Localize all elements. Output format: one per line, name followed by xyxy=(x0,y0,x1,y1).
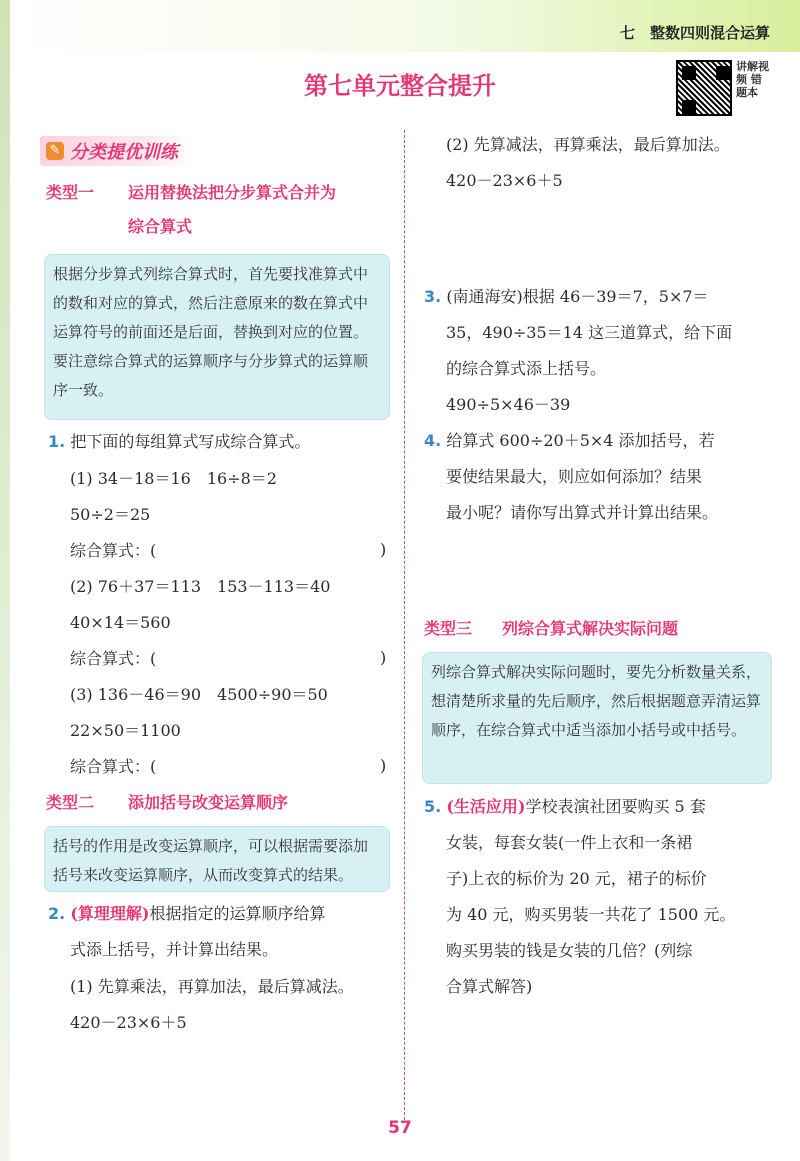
q1-group3-line1: (3) 136－46＝90 4500÷90＝50 xyxy=(70,685,328,704)
type1-title-line2: 综合算式 xyxy=(128,217,193,236)
column-divider xyxy=(404,130,405,1120)
type1-title-line1: 运用替换法把分步算式合并为 xyxy=(128,183,337,202)
type2-label: 类型二 xyxy=(46,793,95,812)
page-edge-strip xyxy=(0,0,10,1161)
q3-expr: 490÷5×46－39 xyxy=(446,395,571,414)
q1-group1-line2: 50÷2＝25 xyxy=(70,505,151,524)
q5-line5: 购买男装的钱是女装的几倍？(列综 xyxy=(446,941,693,960)
type3-tip-box: 列综合算式解决实际问题时，要先分析数量关系，想清楚所求量的先后顺序，然后根据题意弄清运算顺序，在综合算式中适当添加小括号或中括号。 xyxy=(422,652,772,784)
page-number: 57 xyxy=(388,1118,412,1138)
q2-part1: (1) 先算乘法，再算加法，最后算减法。 xyxy=(70,977,354,996)
q1-stem xyxy=(48,431,310,453)
type3-label: 类型三 xyxy=(424,619,473,638)
pencil-icon: ✎ xyxy=(46,142,64,160)
q4-line3: 最小呢？请你写出算式并计算出结果。 xyxy=(446,503,719,522)
q1-group3-line2: 22×50＝1100 xyxy=(70,721,181,740)
q2-text1: 根据指定的运算顺序给算 xyxy=(149,904,326,923)
q1-combined-1: 综合算式：( xyxy=(70,541,157,560)
q3-line1 xyxy=(424,286,709,308)
q2-part1-expr: 420－23×6＋5 xyxy=(70,1013,187,1032)
type3-heading xyxy=(424,614,678,644)
q5-text1: 学校表演社团要购买 5 套 xyxy=(525,797,706,816)
q2-stem-line1 xyxy=(48,903,325,925)
q2-part2-expr: 420－23×6＋5 xyxy=(446,171,563,190)
q5-line4: 为 40 元，购买男装一共花了 1500 元。 xyxy=(446,905,736,924)
q5-line6: 合算式解答) xyxy=(446,977,533,996)
q5-tag: (生活应用) xyxy=(446,797,526,816)
q5-line3: 子)上衣的标价为 20 元，裙子的标价 xyxy=(446,869,707,888)
q2-part2: (2) 先算减法，再算乘法，最后算加法。 xyxy=(446,135,730,154)
q1-close-1: ) xyxy=(380,540,387,559)
q2-stem-line2: 式添上括号，并计算出结果。 xyxy=(70,940,279,959)
q1-combined-2: 综合算式：( xyxy=(70,649,157,668)
q2-tag: (算理理解) xyxy=(70,904,150,923)
q3-text1: (南通海安)根据 46－39＝7，5×7＝ xyxy=(446,287,709,306)
q3-number: 3. xyxy=(424,287,442,306)
type1-heading xyxy=(46,178,336,208)
page-title: 第七单元整合提升 xyxy=(304,72,496,100)
section-badge-text: 分类提优训练 xyxy=(70,142,178,163)
q5-line1 xyxy=(424,796,706,818)
q3-line3: 的综合算式添上括号。 xyxy=(446,359,607,378)
type2-tip-box: 括号的作用是改变运算顺序，可以根据需要添加括号来改变运算顺序，从而改变算式的结果。 xyxy=(44,826,390,892)
q1-number: 1. xyxy=(48,432,66,451)
q1-combined-3: 综合算式：( xyxy=(70,757,157,776)
type2-title: 添加括号改变运算顺序 xyxy=(128,793,289,812)
q1-group1-line1: (1) 34－18＝16 16÷8＝2 xyxy=(70,469,277,488)
q1-group2-line1: (2) 76＋37＝113 153－113＝40 xyxy=(70,577,331,596)
type3-title: 列综合算式解决实际问题 xyxy=(502,619,679,638)
q5-line2: 女装，每套女装(一件上衣和一条裙 xyxy=(446,833,693,852)
type1-label: 类型一 xyxy=(46,183,95,202)
qr-label: 讲解视频 错题本 xyxy=(736,60,769,99)
section-badge xyxy=(40,136,192,166)
q1-group2-line2: 40×14＝560 xyxy=(70,613,171,632)
q1-close-2: ) xyxy=(380,648,387,667)
q1-close-3: ) xyxy=(380,756,387,775)
q4-line1 xyxy=(424,430,715,452)
q1-text: 把下面的每组算式写成综合算式。 xyxy=(70,432,311,451)
chapter-title: 七 整数四则混合运算 xyxy=(619,24,770,42)
type2-heading xyxy=(46,788,288,818)
type1-tip-box: 根据分步算式列综合算式时，首先要找准算式中的数和对应的算式，然后注意原来的数在算式中运算符号的前面还是后面，替换到对应的位置。要注意综合算式的运算顺序与分步算式的运算顺序一致。 xyxy=(44,254,390,420)
q4-line2: 要使结果最大，则应如何添加？结果 xyxy=(446,467,703,486)
q2-number: 2. xyxy=(48,904,66,923)
q4-text1: 给算式 600÷20＋5×4 添加括号，若 xyxy=(446,431,715,450)
q5-number: 5. xyxy=(424,797,442,816)
q4-number: 4. xyxy=(424,431,442,450)
qr-code-icon[interactable] xyxy=(676,60,732,116)
q3-line2: 35，490÷35＝14 这三道算式，给下面 xyxy=(446,323,733,342)
